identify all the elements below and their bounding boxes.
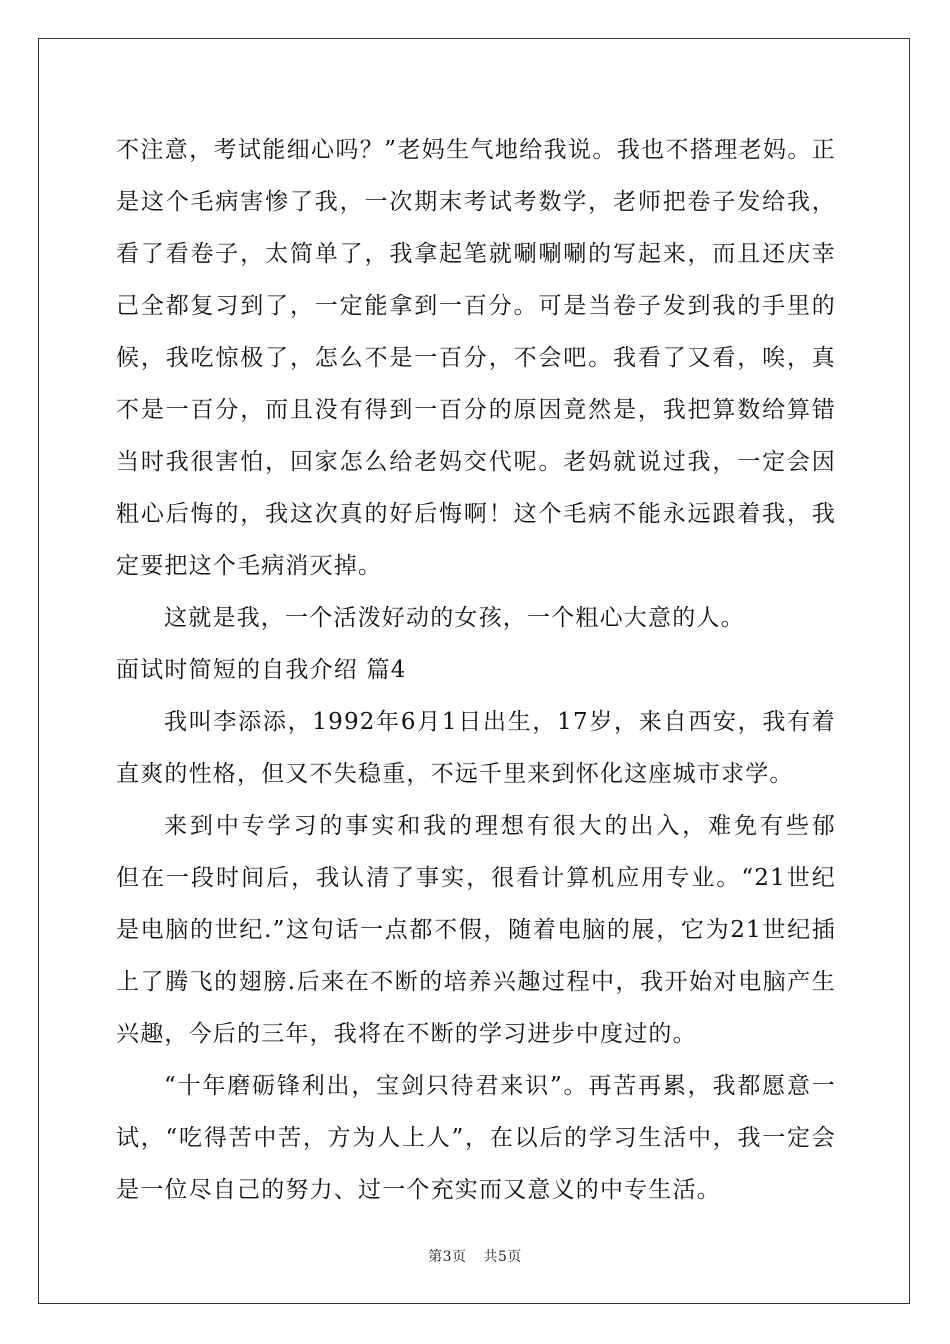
- document-body: [116, 124, 836, 1216]
- total-pages: 共5页: [483, 1249, 522, 1265]
- page-footer: [0, 1246, 950, 1266]
- text-line: 是这个毛病害惨了我，一次期末考试考数学，老师把卷子发给我，: [116, 189, 836, 215]
- text-line: 是电脑的世纪.”这句话一点都不假，随着电脑的展，它为21世纪插: [116, 917, 836, 943]
- section-heading: 面试时简短的自我介绍 篇4: [116, 657, 407, 683]
- text-line: 当时我很害怕，回家怎么给老妈交代呢。老妈就说过我，一定会因: [116, 449, 836, 475]
- text-line: 看了看卷子，太简单了，我拿起笔就唰唰唰的写起来，而且还庆幸: [116, 241, 836, 267]
- text-line: 这就是我，一个活泼好动的女孩，一个粗心大意的人。: [164, 605, 745, 631]
- text-line: 是一位尽自己的努力、过一个充实而又意义的中专生活。: [116, 1177, 721, 1203]
- text-line: 不注意，考试能细心吗？”老妈生气地给我说。我也不搭理老妈。正: [116, 137, 836, 163]
- page-number: 第3页: [428, 1249, 467, 1265]
- text-line: 来到中专学习的事实和我的理想有很大的出入，难免有些郁: [164, 813, 836, 839]
- text-line: 不是一百分，而且没有得到一百分的原因竟然是，我把算数给算错: [116, 397, 836, 423]
- text-line: 直爽的性格，但又不失稳重，不远千里来到怀化这座城市求学。: [116, 761, 794, 787]
- text-line: “十年磨砺锋利出，宝剑只待君来识”。再苦再累，我都愿意一: [164, 1073, 836, 1099]
- text-line: 兴趣，今后的三年，我将在不断的学习进步中度过的。: [116, 1021, 697, 1047]
- text-line: 定要把这个毛病消灭掉。: [116, 553, 383, 579]
- text-line: 但在一段时间后，我认清了事实，很看计算机应用专业。“21世纪: [116, 865, 836, 891]
- text-line: 上了腾飞的翅膀.后来在不断的培养兴趣过程中，我开始对电脑产生: [116, 969, 836, 995]
- text-line: 试，“吃得苦中苦，方为人上人”，在以后的学习生活中，我一定会: [116, 1125, 836, 1151]
- text-line: 粗心后悔的，我这次真的好后悔啊！这个毛病不能永远跟着我，我: [116, 501, 836, 527]
- text-line: 我叫李添添，1992年6月1日出生，17岁，来自西安，我有着: [164, 709, 836, 735]
- text-line: 己全都复习到了，一定能拿到一百分。可是当卷子发到我的手里的: [116, 293, 836, 319]
- text-line: 候，我吃惊极了，怎么不是一百分，不会吧。我看了又看，唉，真: [116, 345, 836, 371]
